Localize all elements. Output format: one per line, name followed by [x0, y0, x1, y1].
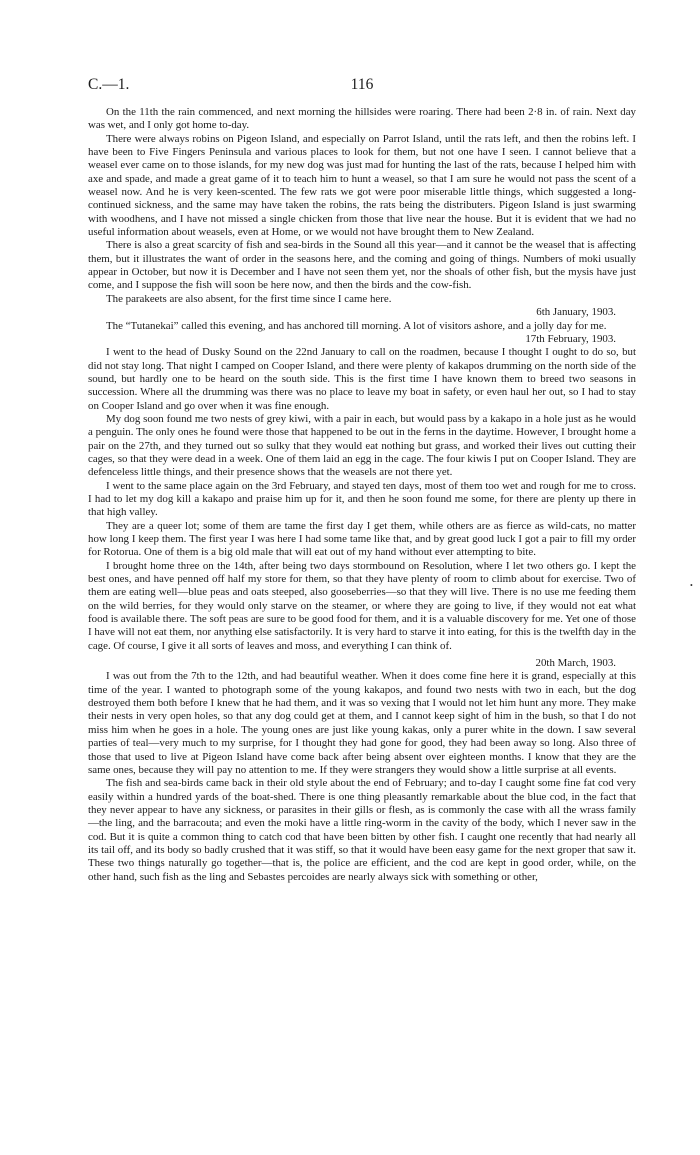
entry-date: 6th January, 1903.: [536, 306, 616, 319]
paragraph: On the 11th the rain commenced, and next morning the hillsides were roaring. There had been 2·8 in. of rain. Next day was wet, and I only got home to-day.: [88, 106, 636, 132]
paragraph: I went to the head of Dusky Sound on the 22nd January to call on the roadmen, because I thought I ought to do so, but did not stay long. That night I camped on Cooper Island, and there were plenty of kakapos drumming on the north side of the sound, but hardly one to be heard on the south side. This is the first time I have known them to breed two seasons in succession. Where all the drumming was there was no place to leave my boat in safety, or even haul her out, so I had to stay on Cooper Island and go over when it was fine enough.: [88, 346, 636, 412]
paragraph: I went to the same place again on the 3rd February, and stayed ten days, most of them too wet and rough for me to cross. I had to let my dog kill a kakapo and praise him up for it, and then he soon found me some, for there are plenty up there in that high valley.: [88, 479, 636, 519]
page-number: 116: [350, 76, 374, 93]
paragraph: I was out from the 7th to the 12th, and had beautiful weather. When it does come fine here it is grand, especially at this time of the year. I wanted to photograph some of the young kakapos, and found two nests with two in each, but the dog destroyed them both before I knew that he had them, and it was so vexing that I would not let him hunt any more. They make their nests in very open holes, so that any dog could get at them, and I cannot keep sight of him in the bush, so that I do not miss him when he goes in a hole. The young ones are just like young kakas, only a purer white in the down. I saw several parties of teal—very much to my surprise, for I thought they had gone for good, they had been away so long. Also three of those that used to live at Pigeon Island have come back after being absent over eighteen months. I know that they are the same ones, because they will pay no attention to me. If they were strangers they would show a little surprise at all events.: [88, 670, 636, 776]
body-text: [88, 106, 636, 884]
paragraph: The fish and sea-birds came back in their old style about the end of February; and to-day I caught some fine fat cod very easily within a hundred yards of the boat-shed. There is one thing pleasantly remarkable about the blue cod, in the fact that they never appear to have any sickness, or parasites in their gills or flesh, as is commonly the case with all the wrass family—the ling, and the barracouta; and even the moki have a little ring-worm in the cavity of the body, which I never saw in the cod. But it is quite a common thing to catch cod that have been bitten by other fish. I caught one recently that had nearly all its tail off, and its body so badly crushed that it was stiff, so that it would have been easy game for the next groper that saw it. These two things naturally go together—that is, the police are efficient, and the cod are kept in good order, while, on the other hand, such fish as the ling and Sebastes percoides are nearly always sick with something or other,: [88, 777, 636, 883]
page-header: [88, 76, 636, 96]
paragraph: The “Tutanekai” called this evening, and has anchored till morning. A lot of visitors ashore, and a jolly day for me.: [106, 319, 607, 332]
entry-date: 17th February, 1903.: [525, 332, 616, 345]
document-reference: C.—1.: [88, 76, 130, 93]
paragraph: There were always robins on Pigeon Island, and especially on Parrot Island, until the rats left, and then the robins left. I have been to Five Fingers Peninsula and various places to look for them, but not one have I seen. I cannot believe that a weasel ever came on to those islands, for my new dog was just mad for hunting the last of the rats, because I helped him with axe and spade, and made a great game of it to teach him to hunt a weasel, so that I am sure he would not pass the scent of a weasel now. And he is very keen-scented. The few rats we got were poor miserable little things, which suggested a long-continued sickness, and the same may have taken the robins, the rats being the distributers. Pigeon Island is just swarming with woodhens, and I have not missed a single chicken from those that live near the house. But it is evident that we had no useful information about weasels, even at Home, or we would not have brought them to New Zealand.: [88, 132, 636, 239]
paragraph: My dog soon found me two nests of grey kiwi, with a pair in each, but would pass by a kakapo in a hole just as he would a penguin. The only ones he found were those that happened to be out in the ferns in the daytime. However, I brought home a pair on the 27th, and they turned out so sulky that they would eat nothing but grass, and worked their lives out cutting their cages, so that they were dead in a week. One of them laid an egg in the cage. The four kiwis I put on Cooper Island. They are defenceless little things, and their presence shows that the weasels are not there yet.: [88, 412, 636, 479]
paragraph: The parakeets are also absent, for the first time since I came here.: [106, 292, 392, 305]
paragraph: They are a queer lot; some of them are tame the first day I get them, while others are as fierce as wild-cats, no matter how long I keep them. The first year I was here I had some tame like that, and by great good luck I got a pair to fill my order for Rotorua. One of them is a big old male that will eat out of my hand without ever attempting to bite.: [88, 519, 636, 559]
paragraph: There is also a great scarcity of fish and sea-birds in the Sound all this year—and it cannot be the weasel that is affecting them, but it illustrates the want of order in the seasons here, and the coming and going of things. Numbers of moki usually appear in October, but now it is December and I have not seen them yet, nor the shoals of other fish, but the mysis have just come, and I suppose the fish will soon be here now, and then the birds and the cow-fish.: [88, 239, 636, 292]
entry-date: 20th March, 1903.: [535, 657, 616, 670]
paragraph: I brought home three on the 14th, after being two days stormbound on Resolution, where I let two others go. I kept the best ones, and have penned off half my store for them, so that they have plenty of room to climb about for exercise. Two of them are eating well—blue peas and oats steeped, also gooseberries—so that they will live. There is no use me feeding them on the wild berries, for they would only starve on the steamer, or where they are going to live, if they would not eat what food is available there. The soft peas are sure to be good food for them, and it is a valuable discovery for me. Yet one of those I have will not eat them, nor anything else satisfactorily. It is very hard to starve it into eating, for this is the twelfth day in the cage. Of course, I give it all sorts of leaves and moss, and everything I can think of.: [88, 559, 636, 652]
margin-mark: •: [690, 581, 693, 590]
